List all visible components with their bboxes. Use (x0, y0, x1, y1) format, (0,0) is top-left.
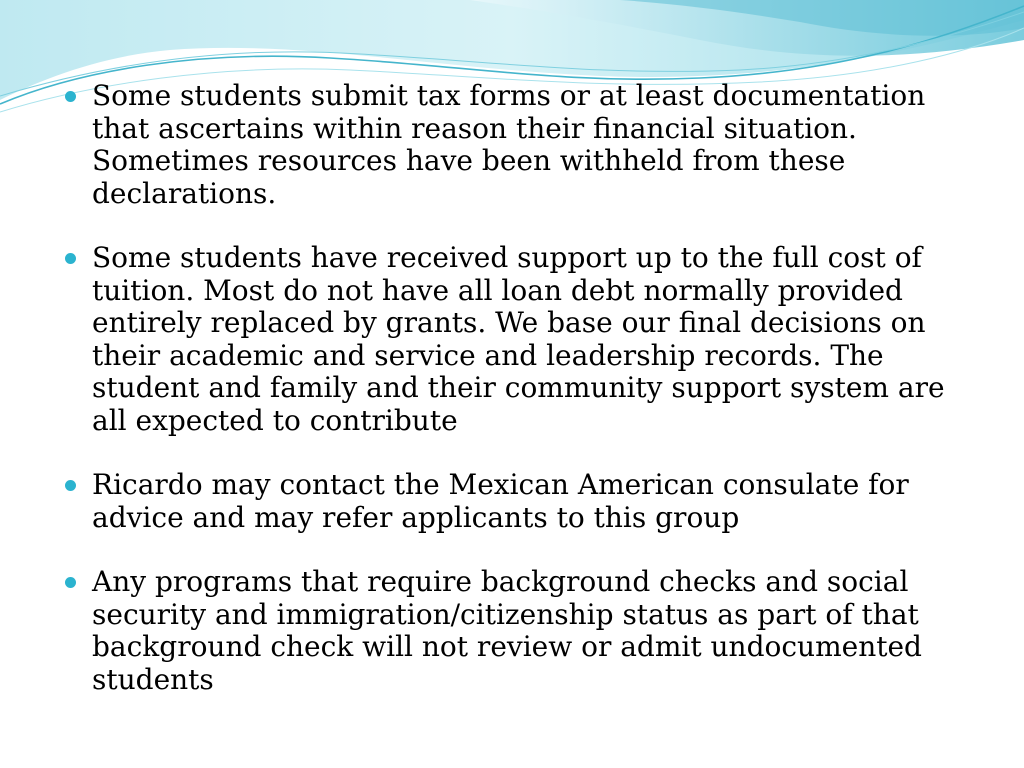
bullet-item (62, 80, 962, 210)
bullet-item (62, 469, 962, 534)
bullet-list (62, 80, 962, 696)
slide-body (62, 80, 962, 728)
bullet-text: Any programs that require background checks and social security and immigration/citizenship status as part of that background check will not review or admit undocumented students (92, 565, 922, 696)
bullet-text: Some students submit tax forms or at least documentation that ascertains within reason their financial situation. Sometimes resources have been withheld from these declarations. (92, 79, 926, 210)
bullet-item (62, 566, 962, 696)
bullet-text: Ricardo may contact the Mexican American consulate for advice and may refer applicants to this group (92, 468, 909, 534)
bullet-dot-icon (65, 253, 76, 264)
bullet-text: Some students have received support up to the full cost of tuition. Most do not have all loan debt normally provided entirely replaced by grants. We base our final decisions on their academic and service and leadership records. The student and family and their community support system are all expected to contribute (92, 241, 945, 437)
bullet-dot-icon (65, 91, 76, 102)
bullet-item (62, 242, 962, 437)
bullet-dot-icon (65, 577, 76, 588)
bullet-dot-icon (65, 480, 76, 491)
